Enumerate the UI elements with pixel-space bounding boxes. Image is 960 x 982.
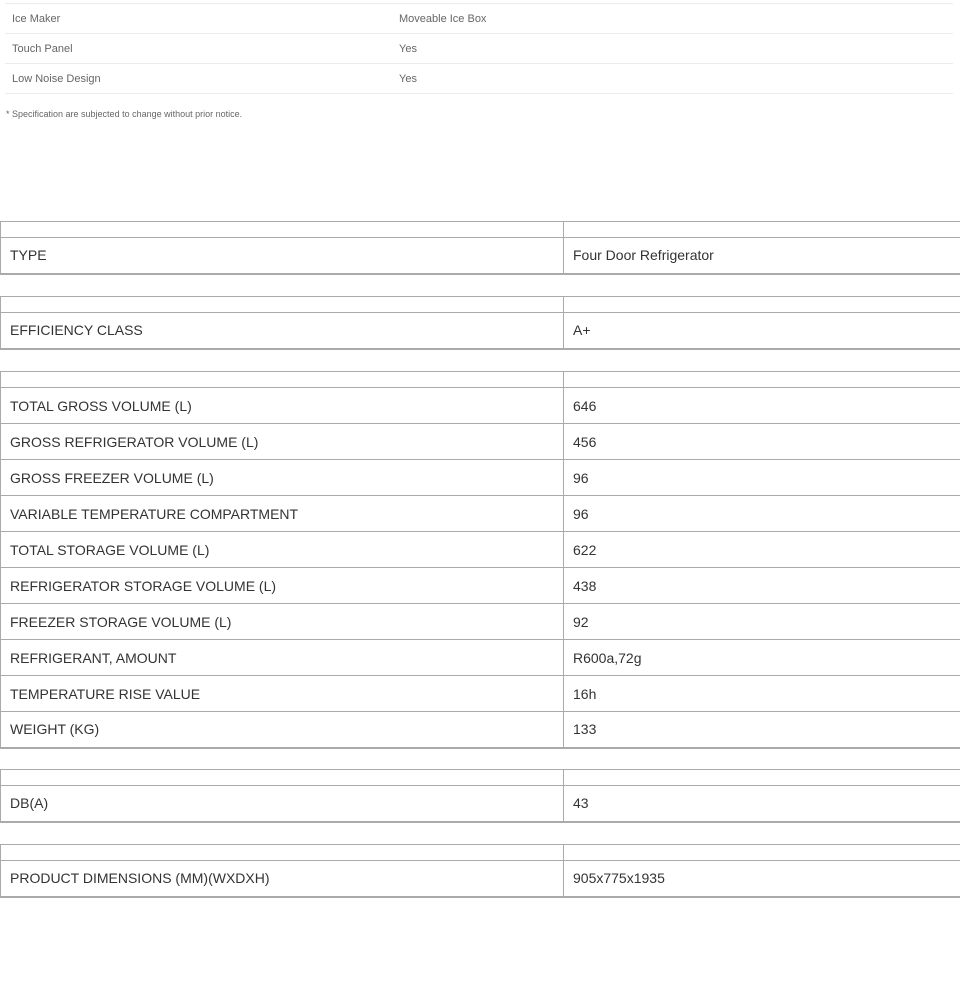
row-label: GROSS FREEZER VOLUME (L) [1, 460, 564, 496]
row-label: TEMPERATURE RISE VALUE [1, 676, 564, 712]
table-row [1, 640, 960, 676]
spec-group-dimensions [0, 844, 960, 898]
table-row [1, 676, 960, 712]
spec-group-noise [0, 769, 960, 823]
row-label: PRODUCT DIMENSIONS (MM)(WXDXH) [1, 861, 564, 897]
spec-label: Touch Panel [12, 42, 73, 55]
spec-row-ice-maker [5, 3, 953, 33]
group-header-row [1, 372, 960, 388]
group-header-row [1, 297, 960, 313]
group-header-row [1, 222, 960, 238]
row-label: EFFICIENCY CLASS [1, 313, 564, 349]
table-row [1, 496, 960, 532]
table-row [1, 313, 960, 349]
row-value: 43 [564, 786, 960, 822]
row-value: 92 [564, 604, 960, 640]
row-value: 905x775x1935 [564, 861, 960, 897]
row-label: FREEZER STORAGE VOLUME (L) [1, 604, 564, 640]
spec-value: Moveable Ice Box [399, 12, 487, 25]
spec-value: Yes [399, 72, 417, 85]
row-label: REFRIGERANT, AMOUNT [1, 640, 564, 676]
spec-group-volumes [0, 371, 960, 749]
row-value: 133 [564, 712, 960, 748]
row-value: R600a,72g [564, 640, 960, 676]
spec-disclaimer-note: * Specification are subjected to change without prior notice. [6, 109, 243, 119]
row-value: 646 [564, 388, 960, 424]
spec-label: Low Noise Design [12, 72, 101, 85]
spec-row-touch-panel [5, 33, 953, 63]
row-label: TOTAL STORAGE VOLUME (L) [1, 532, 564, 568]
table-row [1, 238, 960, 274]
table-row [1, 861, 960, 897]
row-value: 456 [564, 424, 960, 460]
group-header-row [1, 770, 960, 786]
row-value: Four Door Refrigerator [564, 238, 960, 274]
table-row [1, 532, 960, 568]
row-label: TOTAL GROSS VOLUME (L) [1, 388, 564, 424]
table-row [1, 424, 960, 460]
top-spec-table [5, 3, 953, 94]
row-label: DB(A) [1, 786, 564, 822]
group-header-row [1, 845, 960, 861]
row-value: 622 [564, 532, 960, 568]
table-row [1, 712, 960, 748]
row-label: VARIABLE TEMPERATURE COMPARTMENT [1, 496, 564, 532]
row-value: A+ [564, 313, 960, 349]
row-label: GROSS REFRIGERATOR VOLUME (L) [1, 424, 564, 460]
row-label: TYPE [1, 238, 564, 274]
row-label: REFRIGERATOR STORAGE VOLUME (L) [1, 568, 564, 604]
table-row [1, 604, 960, 640]
row-value: 96 [564, 496, 960, 532]
table-row [1, 388, 960, 424]
row-value: 96 [564, 460, 960, 496]
spec-row-low-noise [5, 63, 953, 94]
spec-group-type [0, 221, 960, 275]
table-row [1, 460, 960, 496]
spec-label: Ice Maker [12, 12, 61, 25]
table-row [1, 568, 960, 604]
spec-value: Yes [399, 42, 417, 55]
table-row [1, 786, 960, 822]
row-label: WEIGHT (KG) [1, 712, 564, 748]
row-value: 16h [564, 676, 960, 712]
row-value: 438 [564, 568, 960, 604]
spec-group-efficiency [0, 296, 960, 350]
